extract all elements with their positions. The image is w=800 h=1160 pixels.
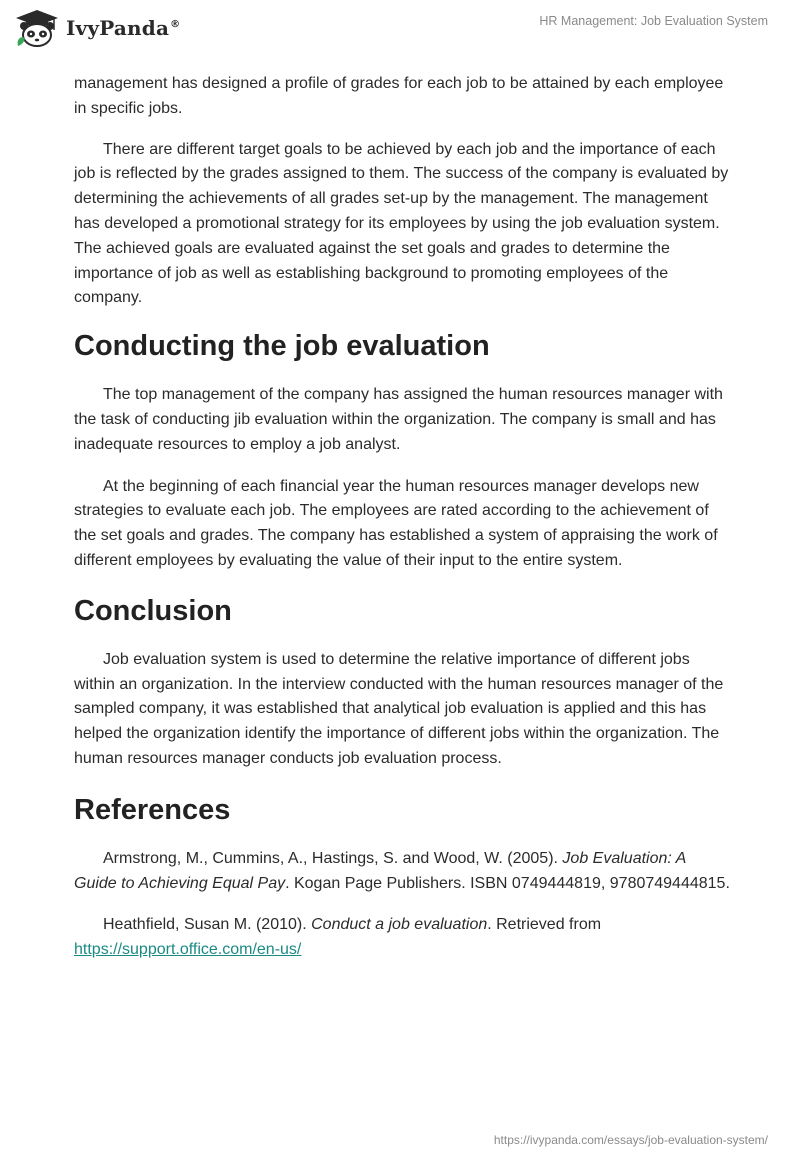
paragraph: The top management of the company has assigned the human resources manager with the task of conducting jib evaluation within the organization. The company is small and has inadequate resources to employ a job analyst. [74, 386, 723, 453]
section-heading-references: References [74, 793, 231, 826]
essay-content [74, 72, 730, 980]
ivypanda-logo[interactable] [14, 8, 180, 48]
section-heading-conducting: Conducting the job evaluation [74, 330, 490, 363]
paragraph: At the beginning of each financial year the human resources manager develops new strategies to evaluate each job. The employees are rated according to the achievement of the set goals and grades. The company has established a system of appraising the work of different employees by evaluating the value of their input to the entire system. [74, 477, 718, 569]
reference-title: Conduct a job evaluation [311, 916, 488, 934]
document-title: HR Management: Job Evaluation System [539, 14, 768, 28]
page-header [0, 0, 800, 60]
section-heading-conclusion: Conclusion [74, 594, 232, 627]
paragraph-continued: management has designed a profile of grades for each job to be attained by each employee in specific jobs. [74, 75, 724, 117]
reference-link[interactable]: https://support.office.com/en-us/ [74, 941, 302, 959]
paragraph: There are different target goals to be achieved by each job and the importance of each job is reflected by the grades assigned to them. The success of the company is evaluated by determining the achievements of all grades set-up by the management. The management has developed a promotional strategy for its employees by using the job evaluation system. The achieved goals are evaluated against the set goals and grades to determine the importance of job as well as establishing background to promoting employees of the company. [74, 140, 729, 307]
panda-graduate-icon [14, 8, 60, 48]
reference-entry: Heathfield, Susan M. (2010). Conduct a job evaluation. Retrieved from https://support.office.com/en-us/ [74, 916, 602, 959]
footer-url[interactable]: https://ivypanda.com/essays/job-evaluation-system/ [493, 1133, 768, 1147]
logo-text: IvyPanda® [66, 16, 181, 40]
paragraph: Job evaluation system is used to determine the relative importance of different jobs within an organization. In the interview conducted with the human resources manager of the sampled company, it was established that analytical job evaluation is applied and this has helped the organization identify the importance of different jobs within the organization. The human resources manager conducts job evaluation process. [74, 650, 724, 767]
reference-entry: Armstrong, M., Cummins, A., Hastings, S. and Wood, W. (2005). Job Evaluation: A Guide to Achieving Equal Pay. Kogan Page Publishers. ISBN 0749444819, 9780749444815. [74, 849, 730, 892]
reference-title: Job Evaluation: A Guide to Achieving Equal Pay [74, 849, 686, 892]
